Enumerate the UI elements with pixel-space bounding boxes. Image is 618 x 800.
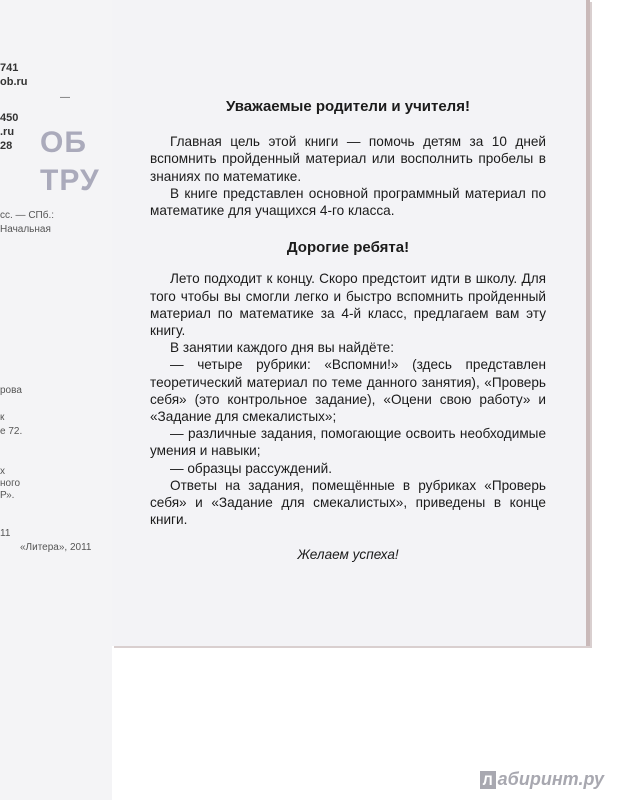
closing-wish: Желаем успеха!	[297, 547, 399, 563]
list-item: — четыре рубрики: «Вспомни!» (здесь представлен теоретический материал по теме данного занятия), «Проверь себя» (это контрольное задание), «Оцени свою работу» и «Задание для смекалистых»;	[150, 357, 546, 425]
page-text	[150, 98, 546, 564]
left-fragment: 450	[0, 112, 19, 124]
paragraph: Главная цель этой книги — помочь детям за 10 дней вспомнить пройденный материал или восполнить пробелы в знаниях по математике.	[150, 134, 546, 184]
left-title-fragment: ОБ	[40, 126, 87, 159]
heading-parents: Уважаемые родители и учителя!	[226, 98, 470, 115]
paragraph: В занятии каждого дня вы найдёте:	[170, 340, 394, 356]
left-title-fragment: ТРУ	[40, 164, 100, 197]
left-fragment: е 72.	[0, 426, 23, 437]
paragraph: Лето подходит к концу. Скоро предстоит идти в школу. Для того чтобы вы смогли легко и быстро вспомнить пройденный материал по математике за 4-й класс, предлагаем вам эту книгу.	[150, 271, 546, 339]
left-fragment: рова	[0, 385, 22, 396]
left-fragment: Начальная	[0, 224, 51, 235]
left-fragment: «Литера», 2011	[20, 542, 92, 553]
watermark-letter: Л	[480, 771, 496, 789]
book-page	[112, 0, 590, 646]
left-fragment: Р».	[0, 490, 15, 501]
left-fragment: сс. — СПб.:	[0, 210, 55, 221]
left-fragment: ob.ru	[0, 76, 28, 88]
left-fragment: 28	[0, 140, 13, 152]
watermark	[480, 769, 604, 790]
left-fragment: к	[0, 412, 5, 423]
previous-page-edge	[0, 0, 112, 800]
left-fragment: ного	[0, 478, 21, 489]
left-fragment: 11	[0, 528, 11, 539]
left-fragment: 741	[0, 62, 19, 74]
paragraph: Ответы на задания, помещённые в рубриках «Проверь себя» и «Задание для смекалистых», приведены в конце книги.	[150, 477, 546, 528]
left-fragment: —	[60, 92, 70, 103]
paragraph: В книге представлен основной программный материал по математике для учащихся 4-го класса.	[150, 185, 546, 219]
watermark-text: абиринт.ру	[497, 769, 604, 789]
left-fragment: х	[0, 466, 5, 477]
left-fragment: .ru	[0, 126, 15, 138]
list-item: — различные задания, помогающие освоить необходимые умения и навыки;	[150, 426, 546, 459]
heading-kids: Дорогие ребята!	[286, 239, 410, 257]
list-item: — образцы рассуждений.	[170, 460, 332, 476]
